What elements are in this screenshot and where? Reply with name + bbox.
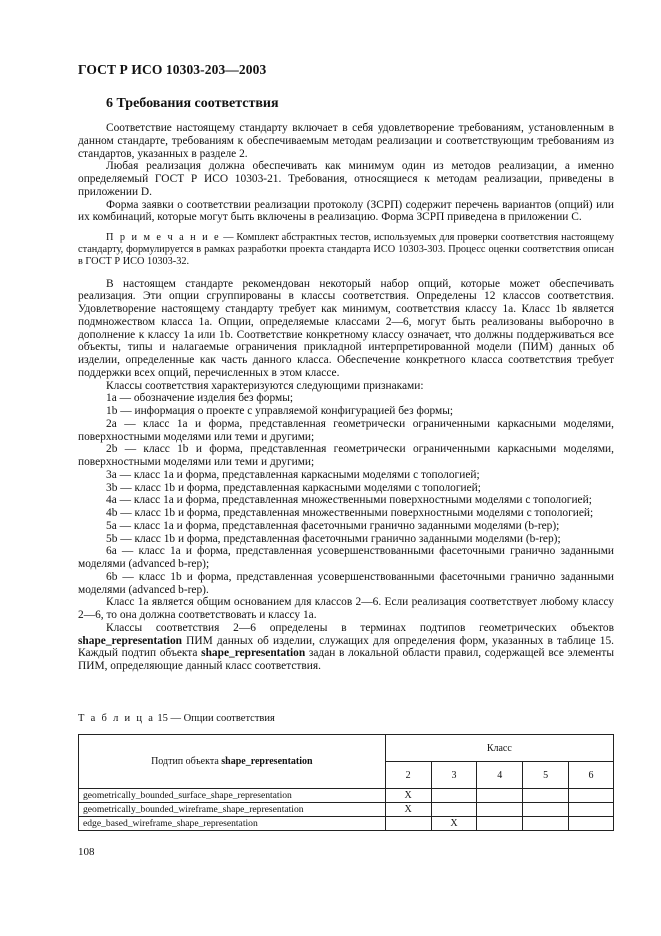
row-mark [385, 817, 431, 831]
list-item-5b: 5b — класс 1b и форма, представленная фасеточными гранично заданными моделями (b-rep); [106, 532, 561, 545]
paragraph-7-part-a: Классы соответствия 2—6 определены в терминах подтипов геометрических объектов [106, 621, 614, 634]
list-item-6b: 6b — класс 1b и форма, представленная усовершенствованными фасеточными гранично заданными моделями (advanced b-rep). [78, 570, 614, 596]
column-header-keyword: shape_representation [221, 756, 313, 767]
row-mark: X [385, 803, 431, 817]
class-col-3: 3 [431, 762, 477, 789]
row-mark [477, 803, 523, 817]
list-item-1b: 1b — информация о проекте с управляемой конфигурацией без формы; [106, 405, 454, 418]
table-caption [78, 713, 275, 724]
row-mark [523, 789, 569, 803]
column-header-subtype [79, 735, 386, 789]
table-caption-text: 15 — Опции соответствия [154, 713, 275, 724]
keyword-shape-representation-2: shape_representation [201, 647, 306, 660]
table-row [79, 803, 614, 817]
row-mark [477, 817, 523, 831]
class-col-5: 5 [523, 762, 569, 789]
row-mark [569, 789, 614, 803]
list-item-3a: 3а — класс 1а и форма, представленная каркасными моделями с топологией; [106, 468, 480, 481]
list-item-4a: 4а — класс 1а и форма, представленная множественными поверхностными моделями с топологией; [106, 494, 592, 507]
list-item-1a: 1а — обозначение изделия без формы; [106, 392, 294, 405]
row-mark [523, 817, 569, 831]
list-item-5a: 5а — класс 1а и форма, представленная фасеточными гранично заданными моделями (b-rep); [106, 519, 560, 532]
row-mark [477, 789, 523, 803]
paragraph-7-part-b: ПИМ данных об изделии, служащих для определения форм, указанных в таблице 15. Каждый подтип объекта [78, 634, 614, 660]
page-number: 108 [78, 846, 95, 858]
row-subtype-name: geometrically_bounded_surface_shape_representation [79, 789, 386, 803]
row-subtype-name: geometrically_bounded_wireframe_shape_representation [79, 803, 386, 817]
keyword-shape-representation: shape_representation [78, 634, 182, 647]
section-body [78, 122, 614, 673]
list-item-3b: 3b — класс 1b и форма, представленная каркасными моделями с топологией; [106, 481, 481, 494]
row-mark [523, 803, 569, 817]
paragraph-7 [78, 622, 614, 673]
paragraph-1: Соответствие настоящему стандарту включает в себя удовлетворение требованиям, установленным в данном стандарте, требованиям к обеспечиваемым методам реализации и соответствующим требованиям из стандартов, указанных в разделе 2. [78, 122, 614, 160]
list-item-4b: 4b — класс 1b и форма, представленная множественными поверхностными моделями с топологией; [106, 507, 594, 520]
list-item-6a: 6а — класс 1а и форма, представленная усовершенствованными фасеточными гранично заданными моделями (advanced b-rep); [78, 545, 614, 571]
paragraph-5: Классы соответствия характеризуются следующими признаками: [106, 379, 424, 392]
table-row [79, 789, 614, 803]
table-header-row [79, 735, 614, 762]
row-mark [431, 789, 477, 803]
note [78, 232, 614, 269]
paragraph-4: В настоящем стандарте рекомендован некоторый набор опций, которые может обеспечивать реализация. Эти опции сгруппированы в классы соответствия. Определены 12 классов соответствия. Удовлетворение настоящему стандарту требует как минимум, соответствия классу 1а. Класс 1b является подмножеством класса 1а. Опции, определяемые классами 2—6, могут быть реализованы выборочно в дополнение к классу 1а или 1b. Соответствие конкретному классу означает, что должны поддерживаться все объекты, типы и налагаемые ограничения прикладной интерпретированной модели (ПИМ) данных об изделии, определенные как часть данного класса. Обеспечение конкретного класса соответствия требует поддержки всех опций, перечисленных в этом классе. [78, 277, 614, 379]
list-item-2b: 2b — класс 1b и форма, представленная геометрически ограниченными каркасными моделями, поверхностными моделями или теми и другими; [78, 443, 614, 469]
row-subtype-name: edge_based_wireframe_shape_representation [79, 817, 386, 831]
class-col-2: 2 [385, 762, 431, 789]
column-header-class: Класс [385, 735, 613, 762]
class-col-6: 6 [569, 762, 614, 789]
row-mark [569, 817, 614, 831]
document-header: ГОСТ Р ИСО 10303-203—2003 [78, 62, 267, 77]
conformance-options-table [78, 734, 614, 831]
paragraph-7-part-c: задан в локальной области правил, содержащей все элементы ПИМ, определяющие данный класс соответствия. [78, 647, 614, 673]
note-label: П р и м е ч а н и е [106, 232, 221, 243]
row-mark: X [385, 789, 431, 803]
column-header-prefix: Подтип объекта [151, 756, 222, 767]
row-mark [569, 803, 614, 817]
paragraph-2: Любая реализация должна обеспечивать как минимум один из методов реализации, а именно определяемый ГОСТ Р ИСО 10303-21. Требования, относящиеся к методам реализации, приведены в приложении D. [78, 160, 614, 198]
class-col-4: 4 [477, 762, 523, 789]
table-caption-label: Т а б л и ц а [78, 713, 155, 724]
note-text: — Комплект абстрактных тестов, используемых для проверки соответствия настоящему стандарту, формулируется в рамках разработки проекта стандарта ИСО 10303-303. Процесс оценки соответствия описан в ГОСТ Р ИСО 10303-32. [78, 232, 614, 268]
paragraph-3: Форма заявки о соответствии реализации протоколу (ЗСРП) содержит перечень вариантов (опций) или их комбинаций, которые могут быть включены в реализацию. Форма ЗСРП приведена в приложении С. [78, 198, 614, 224]
list-item-2a: 2а — класс 1а и форма, представленная геометрически ограниченными каркасными моделями, поверхностными моделями или теми и другими; [78, 417, 614, 443]
table-row [79, 817, 614, 831]
row-mark: X [431, 817, 477, 831]
row-mark [431, 803, 477, 817]
paragraph-6: Класс 1а является общим основанием для классов 2—6. Если реализация соответствует любому классу 2—6, то она должна соответствовать и классу 1а. [78, 596, 614, 622]
section-title: 6 Требования соответствия [106, 96, 279, 111]
